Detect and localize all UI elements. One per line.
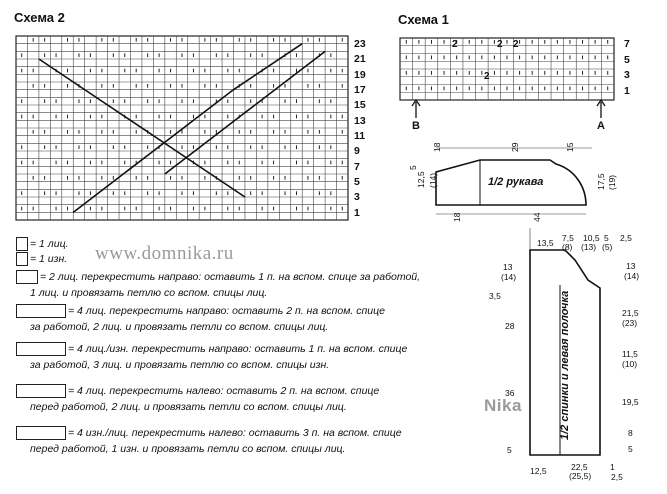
label-b: B [412,120,420,132]
body-left-dim-4: 28 [505,321,515,331]
cross-4-left-purl-icon [16,426,66,440]
body-top-dim-1: 13,5 [537,238,554,248]
sleeve-right-dim-1: 17,5 [596,173,606,190]
sleeve-top-dim-3: 15 [565,142,575,152]
body-label: 1/2 спинки и левая полочка [559,290,571,440]
scheme2-row-number: 23 [354,38,366,50]
scheme2-row-number: 1 [354,206,360,219]
body-top-dim-3: (8) [562,242,573,252]
legend-text: перед работой, 2 лиц. и провязать петли со вспом. спицы лиц. [30,401,347,413]
legend-text: = 1 лиц. [30,238,69,250]
legend-text: = 2 лиц. перекрестить направо: оставить 1 п. на вспом. спице за работой, [40,271,421,283]
legend-item [16,426,402,441]
scheme1-row-number: 3 [624,69,630,81]
scheme2-row-number: 17 [354,84,366,96]
body-top-dim-6: 5 [604,233,609,243]
body-left-dim-6: 5 [507,445,512,455]
scheme1-row-number: 5 [624,53,630,66]
sleeve-bottom-dim-2: 44 [532,212,542,222]
body-right-dim-8: 8 [628,428,633,438]
legend-item [30,358,329,373]
scheme2-row-number: 21 [354,53,366,66]
sleeve-top-dim-2: 29 [510,142,520,152]
body-right-dim-6: (10) [622,359,638,369]
body-bottom-dim-2: 22,5 [571,462,588,472]
legend-item [16,237,69,252]
body-left-dim-1: 13 [503,262,513,272]
s1-num-1: 2 [452,39,458,50]
sleeve-top-dim-1: 18 [432,142,442,152]
body-left-dim-3: 3,5 [489,291,501,301]
s1-num-3: 2 [513,39,519,50]
scheme2-row-number: 5 [354,176,360,188]
cross-4-right-purl-icon [16,342,66,356]
legend-item [30,400,347,415]
body-top-dim-5: (13) [581,242,597,252]
body-right-dim-3: 21,5 [622,308,639,318]
legend-item [16,270,420,285]
purl-icon [16,252,28,266]
watermark-site: www.domnika.ru [95,243,234,264]
body-right-dim-7: 19,5 [622,397,639,407]
legend-text: = 4 изн./лиц. перекрестить налево: оставить 3 п. на вспом. спице [68,427,402,439]
body-top-dim-2: 7,5 [562,233,574,243]
body-bottom-dim-1: 12,5 [530,466,547,476]
sleeve-label: 1/2 рукава [488,176,544,188]
legend-text: = 4 лиц./изн. перекрестить направо: оставить 1 п. на вспом. спице [68,343,408,355]
body-right-dim-9: 5 [628,444,633,454]
legend-text: 1 лиц. и провязать петлю со вспом. спицы лиц. [30,287,268,299]
cross-2-right-icon [16,270,38,284]
body-right-dim-2: (14) [624,271,640,281]
scheme2-row-number: 15 [354,99,366,112]
body-top-dim-8: 2,5 [620,233,632,243]
legend-text: за работой, 3 лиц. и провязать петлю со вспом. спицы изн. [30,359,330,371]
sleeve-bottom-dim-1: 18 [452,212,462,222]
s1-num-4: 2 [484,71,490,82]
body-left-dim-5: 36 [505,388,515,398]
scheme1-row-number: 7 [624,38,630,50]
legend-item [30,442,345,457]
label-a: A [597,120,605,132]
body-top-dim-4: 10,5 [583,233,600,243]
body-right-dim-5: 11,5 [622,349,638,359]
body-bottom-dim-4: 1 [610,462,615,472]
legend-item [16,304,385,319]
body-left-dim-2: (14) [501,272,517,282]
scheme1-row-number: 1 [624,84,630,97]
knit-icon [16,237,28,251]
s1-num-2: 2 [497,39,503,50]
body-right-dim-1: 13 [626,261,636,271]
legend-item [16,252,67,267]
legend-item [30,286,267,301]
legend-text: перед работой, 1 изн. и провязать петли со вспом. спицы лиц. [30,443,346,455]
legend-item [16,384,379,399]
sleeve-left-dim-1: 5 [408,165,418,170]
scheme1-title: Схема 1 [398,12,449,27]
body-bottom-dim-3: (25,5) [569,471,592,481]
scheme2-row-number: 7 [354,160,360,173]
sleeve-right-dim-2: (19) [607,174,617,190]
legend-text: = 1 изн. [30,253,68,265]
scheme2-row-number: 3 [354,191,360,204]
scheme2-title: Схема 2 [14,10,65,25]
sleeve-left-dim-2: 12,5 [416,171,426,188]
legend-text: за работой, 2 лиц. и провязать петли со вспом. спицы лиц. [30,321,329,333]
scheme2-row-number: 11 [354,130,366,142]
scheme2-row-number: 9 [354,145,360,158]
cross-4-left-icon [16,384,66,398]
body-right-dim-4: (23) [622,318,638,328]
body-bottom-dim-5: 2,5 [611,472,623,482]
scheme2-row-number: 13 [354,114,366,127]
sleeve-left-dim-3: (14) [428,172,438,188]
legend-item [16,342,407,357]
legend-item [30,320,328,335]
scheme2-row-number: 19 [354,68,366,81]
body-top-dim-7: (5) [602,242,613,252]
legend-text: = 4 лиц. перекрестить направо: оставить 2 п. на вспом. спице [68,305,385,317]
legend-text: = 4 лиц. перекрестить налево: оставить 2 п. на вспом. спице [68,385,380,397]
watermark-logo: Nika [484,396,522,415]
cross-4-right-icon [16,304,66,318]
